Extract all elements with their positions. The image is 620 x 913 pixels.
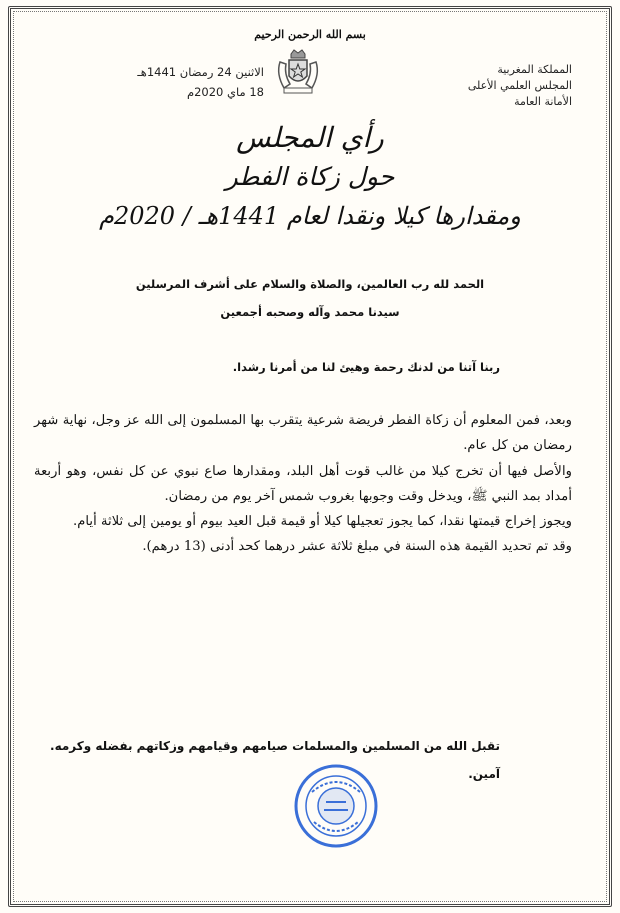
institution-line: المجلس العلمي الأعلى <box>467 79 572 92</box>
date-hijri: الاثنين 24 رمضان 1441هـ <box>137 65 264 79</box>
document-title <box>60 118 560 236</box>
body-paragraph: ويجوز إخراج قيمتها نقدا، كما يجوز تعجيلها كيلا أو قيمة قبل العيد بيوم أو يومين إلى ثلاثة أيام. <box>73 514 572 530</box>
opening-praise <box>60 270 560 326</box>
institution-line: الأمانة العامة <box>514 95 572 108</box>
document-body <box>34 408 572 560</box>
official-stamp-icon <box>292 762 380 850</box>
institution-header <box>402 62 572 110</box>
moroccan-coat-of-arms-icon <box>272 44 324 96</box>
body-paragraph: والأصل فيها أن تخرج كيلا من غالب قوت أهل البلد، ومقدارها صاع نبوي عن كل نفس، وهو أربعة أمداد بمد النبي ﷺ، ويدخل وقت وجوبها بغروب شمس آخر يوم من رمضان. <box>34 463 572 504</box>
closing-line-1: تقبل الله من المسلمين والمسلمات صيامهم وقيامهم وزكاتهم بفضله وكرمه. <box>50 739 500 753</box>
body-paragraph: وقد تم تحديد القيمة هذه السنة في مبلغ ثلاثة عشر درهما كحد أدنى (13 درهم). <box>142 539 572 555</box>
closing-prayer <box>40 732 500 788</box>
institution-line: المملكة المغربية <box>497 63 572 76</box>
date-gregorian: 18 ماي 2020م <box>186 85 264 99</box>
title-line-2: حول زكاة الفطر <box>225 162 395 191</box>
closing-line-2: آمين. <box>468 767 500 781</box>
praise-line-1: الحمد لله رب العالمين، والصلاة والسلام على أشرف المرسلين <box>135 277 485 291</box>
title-line-1: رأي المجلس <box>236 121 384 154</box>
body-paragraph: وبعد، فمن المعلوم أن زكاة الفطر فريضة شرعية يتقرب بها المسلمون إلى الله عز وجل، نهاية شهر رمضان من كل عام. <box>34 413 572 454</box>
opening-prayer: ربنا آتنا من لدنك رحمة وهيئ لنا من أمرنا رشدا. <box>232 360 500 374</box>
basmala: بسم الله الرحمن الرحيم <box>254 28 366 41</box>
praise-line-2: سيدنا محمد وآله وصحبه أجمعين <box>220 305 400 319</box>
date-header <box>94 62 264 102</box>
title-line-3: ومقدارها كيلا ونقدا لعام 1441هـ / 2020م <box>99 202 521 230</box>
